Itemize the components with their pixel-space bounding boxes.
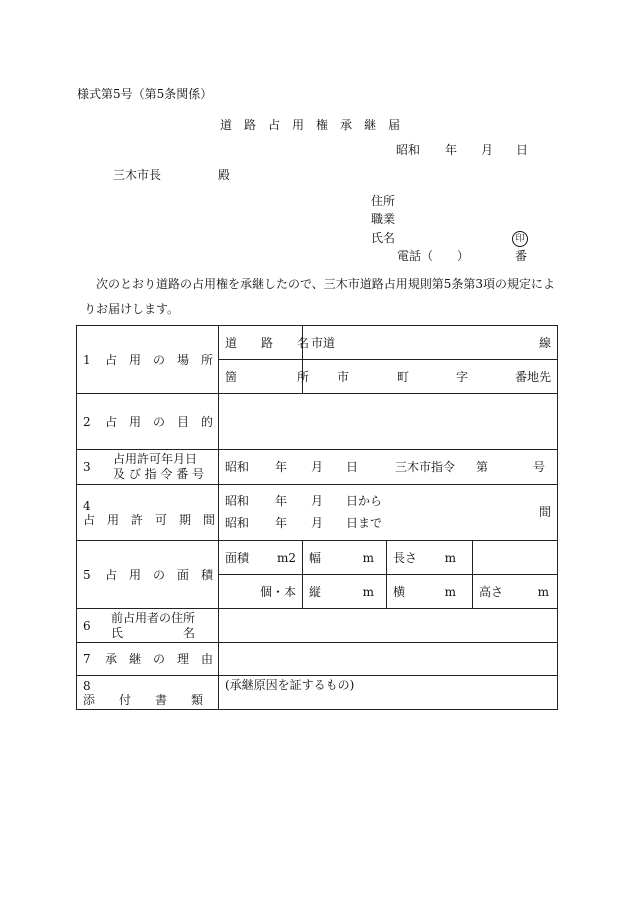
row3-label-1: 占用許可年月日	[113, 452, 198, 466]
vertical-label: 縦	[309, 585, 322, 599]
row4-label: 占 用 許 可 期 間	[83, 512, 216, 527]
applicant-address-label: 住所	[371, 194, 396, 208]
page-title: 道 路 占 用 権 承 継 届	[220, 118, 401, 132]
row1-number: 1	[83, 352, 91, 367]
permit-dai: 第	[476, 460, 489, 474]
succession-reason-field[interactable]	[219, 643, 558, 676]
place-label: 箇 所	[225, 370, 310, 384]
row8-label-cell	[77, 676, 219, 710]
road-prefix: 市道	[311, 336, 336, 350]
form-number: 様式第5号（第5条関係）	[77, 87, 213, 101]
place-city: 市	[337, 370, 350, 384]
notification-table	[76, 325, 558, 710]
area-unit: m2	[276, 551, 296, 565]
horizontal-unit: m	[444, 585, 456, 599]
road-name-label-cell	[219, 326, 310, 360]
date-day: 日	[516, 143, 529, 157]
purpose-field[interactable]	[219, 394, 558, 450]
date-era: 昭和	[396, 143, 421, 157]
road-name-field[interactable]	[303, 326, 558, 360]
place-aza: 字	[456, 370, 469, 384]
applicant-name-label: 氏名	[371, 231, 396, 245]
permit-day: 日	[346, 460, 359, 474]
period-to-era: 昭和	[225, 516, 250, 530]
count-label: 個・本	[259, 585, 296, 599]
row6-number: 6	[83, 619, 91, 633]
permit-go: 号	[533, 460, 546, 474]
row2-label-cell	[77, 394, 219, 450]
row1-label-cell	[77, 326, 219, 394]
row4-number: 4	[83, 498, 91, 513]
previous-occupant-field[interactable]	[219, 609, 558, 643]
vertical-field[interactable]	[303, 575, 387, 609]
road-suffix: 線	[539, 336, 552, 350]
permit-date-field[interactable]	[219, 450, 558, 485]
attachments-field[interactable]	[219, 676, 558, 710]
length-field[interactable]	[387, 541, 473, 575]
date-month: 月	[481, 143, 494, 157]
date-year: 年	[445, 143, 458, 157]
row5-number: 5	[83, 567, 91, 582]
body-text-line-2: りお届けします。	[84, 302, 180, 316]
table-row	[77, 394, 558, 450]
horizontal-field[interactable]	[387, 575, 473, 609]
area-field[interactable]	[219, 541, 303, 575]
height-unit: m	[537, 585, 550, 599]
blank-cell	[473, 541, 558, 575]
permit-directive: 三木市指令	[395, 460, 456, 474]
place-banchi: 番地先	[515, 370, 552, 384]
period-from-era: 昭和	[225, 494, 250, 508]
width-unit: m	[362, 551, 374, 565]
table-row	[77, 326, 558, 360]
applicant-occupation-label: 職業	[371, 212, 396, 226]
row5-label-cell	[77, 541, 219, 609]
table-row	[77, 676, 558, 710]
length-unit: m	[444, 551, 456, 565]
width-label: 幅	[309, 551, 322, 565]
count-field[interactable]	[219, 575, 303, 609]
permit-era: 昭和	[225, 460, 250, 474]
addressee-honorific: 殿	[218, 168, 231, 182]
row8-number: 8	[83, 678, 91, 693]
row7-label-cell	[77, 643, 219, 676]
table-row	[77, 609, 558, 643]
length-label: 長さ	[393, 551, 418, 565]
road-name-label: 道 路 名	[225, 336, 310, 350]
period-from-year: 年	[275, 494, 288, 508]
table-row	[77, 643, 558, 676]
row7-label: 承 継 の 理 由	[105, 652, 214, 666]
row7-number: 7	[83, 652, 91, 666]
permit-period-field[interactable]	[219, 485, 558, 541]
height-field[interactable]	[473, 575, 558, 609]
addressee-name: 三木市長	[113, 168, 162, 182]
table-row	[77, 485, 558, 541]
place-label-cell	[219, 360, 310, 394]
vertical-unit: m	[362, 585, 374, 599]
row3-number: 3	[83, 460, 91, 474]
width-field[interactable]	[303, 541, 387, 575]
row3-label-2: 及 び 指 令 番 号	[113, 467, 205, 481]
period-kan: 間	[539, 505, 552, 519]
place-town: 町	[397, 370, 410, 384]
period-to-month: 月	[311, 516, 324, 530]
row5-label: 占 用 の 面 積	[105, 567, 214, 582]
applicant-phone-suffix: 番	[515, 249, 528, 263]
horizontal-label: 横	[393, 585, 406, 599]
period-to-day: 日まで	[346, 516, 383, 530]
permit-year: 年	[275, 460, 288, 474]
row8-label: 添 付 書 類	[83, 692, 204, 707]
height-label: 高さ	[479, 585, 504, 599]
attachments-note: (承継原因を証するもの)	[225, 678, 355, 692]
row6-label-1: 前占用者の住所	[111, 611, 196, 625]
period-to-year: 年	[275, 516, 288, 530]
period-from-day: 日から	[346, 494, 383, 508]
row2-number: 2	[83, 414, 91, 429]
place-field[interactable]	[303, 360, 558, 394]
row6-label-2: 氏 名	[111, 626, 196, 640]
table-row	[77, 450, 558, 485]
body-text-line-1: 次のとおり道路の占用権を承継したので、三木市道路占用規則第5条第3項の規定によ	[96, 277, 556, 291]
table-row	[77, 541, 558, 575]
row6-label-cell	[77, 609, 219, 643]
row2-label: 占 用 の 目 的	[105, 414, 214, 429]
row1-label: 占 用 の 場 所	[105, 352, 214, 367]
period-from-month: 月	[311, 494, 324, 508]
permit-month: 月	[311, 460, 324, 474]
row3-label-cell	[77, 450, 219, 485]
row4-label-cell	[77, 485, 219, 541]
applicant-phone-label: 電話（ ）	[397, 249, 470, 263]
area-label: 面積	[225, 551, 250, 565]
seal-mark-icon: 印	[512, 231, 528, 247]
